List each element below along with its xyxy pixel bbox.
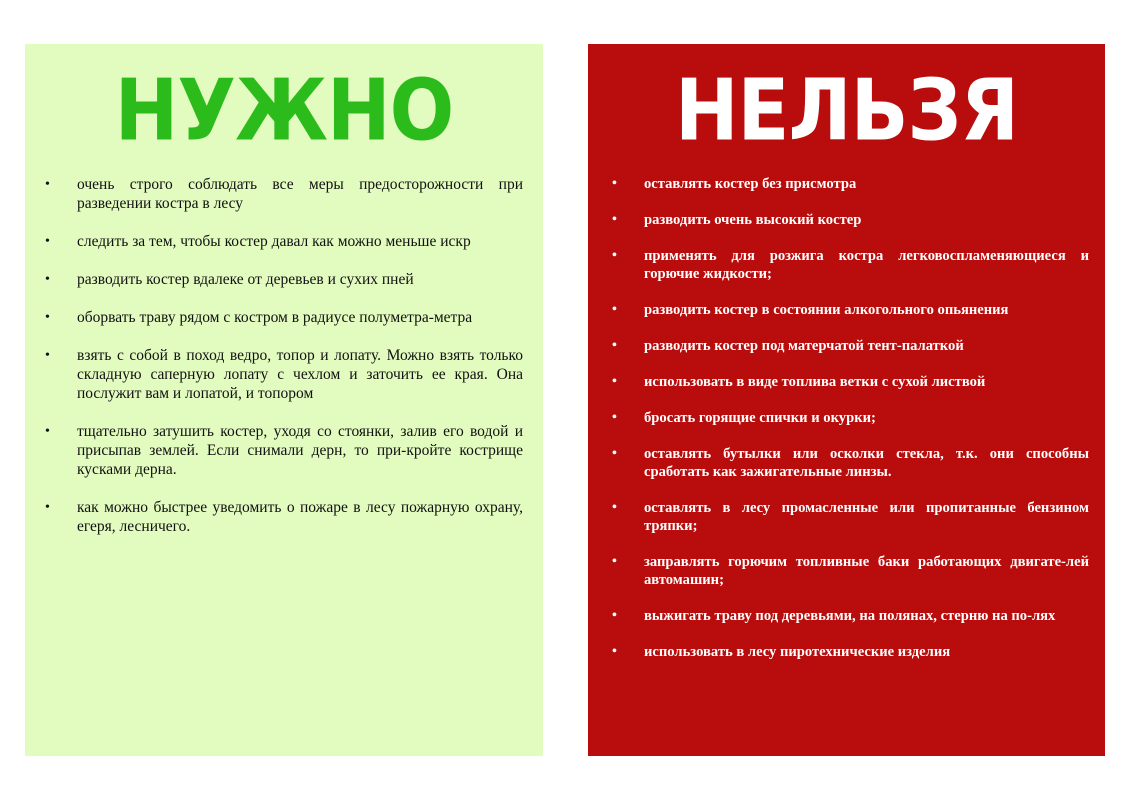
forbidden-item-text: оставлять бутылки или осколки стекла, т.к. они способны сработать как зажигательные линзы. bbox=[644, 446, 1089, 480]
need-item-text: взять с собой в поход ведро, топор и лопату. Можно взять только складную саперную лопату с чехлом и заточить ее края. Она послужит вам и лопатой, и топором bbox=[77, 347, 523, 402]
need-list-item bbox=[45, 270, 523, 289]
bullet-icon: • bbox=[612, 338, 617, 353]
forbidden-list-item bbox=[612, 337, 1089, 355]
bullet-icon: • bbox=[45, 234, 50, 249]
forbidden-list-item bbox=[612, 499, 1089, 535]
bullet-icon: • bbox=[612, 176, 617, 191]
bullet-icon: • bbox=[612, 374, 617, 389]
need-title: НУЖНО bbox=[114, 60, 454, 160]
need-item-text: оборвать траву рядом с костром в радиусе полуметра-метра bbox=[77, 309, 473, 326]
bullet-icon: • bbox=[612, 302, 617, 317]
forbidden-list-item bbox=[612, 445, 1089, 481]
need-panel bbox=[25, 44, 543, 756]
forbidden-item-text: разводить костер в состоянии алкогольного опьянения bbox=[644, 302, 1009, 318]
need-list-item bbox=[45, 346, 523, 403]
forbidden-item-text: использовать в виде топлива ветки с сухой листвой bbox=[644, 374, 986, 390]
need-item-text: разводить костер вдалеке от деревьев и сухих пней bbox=[77, 271, 414, 288]
bullet-icon: • bbox=[612, 644, 617, 659]
bullet-icon: • bbox=[612, 500, 617, 515]
forbidden-list bbox=[612, 175, 1089, 679]
bullet-icon: • bbox=[45, 272, 50, 287]
forbidden-list-item bbox=[612, 643, 1089, 661]
forbidden-list-item bbox=[612, 247, 1089, 283]
bullet-icon: • bbox=[612, 554, 617, 569]
bullet-icon: • bbox=[612, 212, 617, 227]
need-item-text: следить за тем, чтобы костер давал как можно меньше искр bbox=[77, 233, 471, 250]
need-item-text: очень строго соблюдать все меры предосторожности при разведении костра в лесу bbox=[77, 176, 523, 212]
forbidden-title: НЕЛЬЗЯ bbox=[674, 60, 1019, 160]
need-list-item bbox=[45, 498, 523, 536]
forbidden-item-text: выжигать траву под деревьями, на полянах, стерню на по-лях bbox=[644, 608, 1056, 624]
bullet-icon: • bbox=[45, 310, 50, 325]
need-list-item bbox=[45, 308, 523, 327]
forbidden-item-text: бросать горящие спички и окурки; bbox=[644, 410, 876, 426]
forbidden-item-text: оставлять костер без присмотра bbox=[644, 176, 857, 192]
bullet-icon: • bbox=[45, 424, 50, 439]
forbidden-item-text: разводить очень высокий костер bbox=[644, 212, 862, 228]
forbidden-list-item bbox=[612, 409, 1089, 427]
forbidden-item-text: разводить костер под матерчатой тент-палаткой bbox=[644, 338, 964, 354]
forbidden-list-item bbox=[612, 607, 1089, 625]
forbidden-item-text: оставлять в лесу промасленные или пропитанные бензином тряпки; bbox=[644, 500, 1089, 534]
forbidden-list-item bbox=[612, 373, 1089, 391]
bullet-icon: • bbox=[45, 177, 50, 192]
need-list-item bbox=[45, 232, 523, 251]
forbidden-item-text: заправлять горючим топливные баки работающих двигате-лей автомашин; bbox=[644, 554, 1089, 588]
forbidden-panel bbox=[588, 44, 1105, 756]
bullet-icon: • bbox=[45, 500, 50, 515]
bullet-icon: • bbox=[612, 248, 617, 263]
forbidden-item-text: использовать в лесу пиротехнические изделия bbox=[644, 644, 951, 660]
bullet-icon: • bbox=[612, 608, 617, 623]
bullet-icon: • bbox=[612, 446, 617, 461]
need-list-item bbox=[45, 175, 523, 213]
need-list bbox=[45, 175, 523, 555]
forbidden-list-item bbox=[612, 553, 1089, 589]
forbidden-list-item bbox=[612, 301, 1089, 319]
forbidden-list-item bbox=[612, 175, 1089, 193]
bullet-icon: • bbox=[45, 348, 50, 363]
forbidden-list-item bbox=[612, 211, 1089, 229]
need-item-text: как можно быстрее уведомить о пожаре в лесу пожарную охрану, егеря, лесничего. bbox=[77, 499, 523, 535]
need-item-text: тщательно затушить костер, уходя со стоянки, залив его водой и присыпав землей. Если снимали дерн, то при-кройте кострище кусками дерна. bbox=[77, 423, 523, 478]
bullet-icon: • bbox=[612, 410, 617, 425]
need-list-item bbox=[45, 422, 523, 479]
forbidden-item-text: применять для розжига костра легковоспламеняющиеся и горючие жидкости; bbox=[644, 248, 1089, 282]
